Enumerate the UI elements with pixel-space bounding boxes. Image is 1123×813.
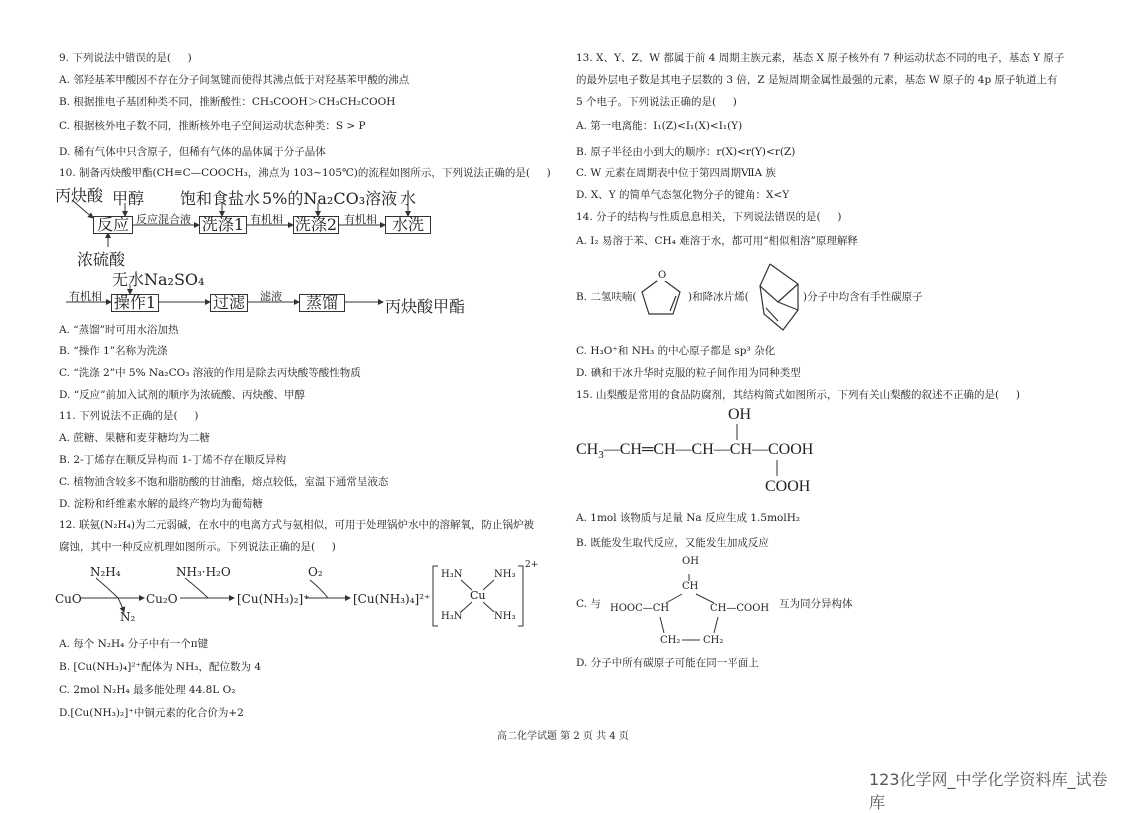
struct-chain-rest: CH—CH—CH—COOH: [653, 441, 814, 458]
label-filtrate: 滤液: [260, 290, 282, 303]
struct-double-bond: ═: [641, 441, 654, 458]
q10-stem: 10. 制备丙炔酸甲酯(CH≡C—COOCH₃，沸点为 103~105℃)的流程如图所示，下列说法正确的是( ): [59, 167, 551, 179]
norbornene-structure: [748, 258, 808, 333]
ring-ch2-left: CH₂: [660, 635, 681, 646]
struct-ch3: CH: [576, 441, 599, 458]
q12-option-d: D.[Cu(NH₃)₂]⁺中铜元素的化合价为+2: [59, 707, 244, 719]
q15-option-b: B. 既能发生取代反应，又能发生加成反应: [576, 537, 769, 549]
q13-option-b: B. 原子半径由小到大的顺序：r(X)<r(Y)<r(Z): [576, 146, 796, 158]
q11-stem: 11. 下列说法不正确的是( ): [59, 410, 199, 422]
q14-stem: 14. 分子的结构与性质息息相关，下列说法错误的是( ): [576, 211, 842, 223]
furan-oxygen: O: [658, 270, 667, 281]
q13-stem-line2: 的最外层电子数是其电子层数的 3 倍，Z 是短周期金属性最强的元素，基态 W 原子的 4p 原子轨道上有: [576, 74, 1058, 86]
species-cu-nh3-4: [Cu(NH₃)₄]²⁺: [353, 592, 431, 606]
reagent-o2: O₂: [308, 565, 323, 579]
label-reaction-mixture: 反应混合液: [136, 213, 191, 226]
ring-hooc-ch: HOOC—CH: [610, 603, 670, 614]
struct-ch-left: —CH: [603, 441, 642, 458]
species-cu2o: Cu₂O: [146, 592, 178, 606]
struct-ch3-subscript: 3: [598, 449, 604, 462]
ring-ch2-right: CH₂: [703, 635, 724, 646]
reagent-ammonia-water: NH₃·H₂O: [176, 565, 231, 579]
step-water-wash: 水洗: [385, 216, 431, 234]
ligand-top-left: H₃N: [441, 569, 463, 580]
q11-option-d: D. 淀粉和纤维素水解的最终产物均为葡萄糖: [59, 498, 263, 510]
step-distill: 蒸馏: [299, 294, 345, 312]
ligand-bottom-left: H₃N: [441, 611, 463, 622]
q11-option-a: A. 蔗糖、果糖和麦芽糖均为二糖: [59, 432, 210, 444]
ligand-bottom-right: NH₃: [494, 611, 516, 622]
q13-stem-line1: 13. X、Y、Z、W 都属于前 4 周期主族元素，基态 X 原子核外有 7 种运动状态不同的电子，基态 Y 原子: [576, 52, 1065, 64]
species-cu-nh3-2: [Cu(NH₃)₂]⁺: [237, 592, 310, 606]
input-na2co3: 5%的Na₂CO₃溶液: [262, 189, 398, 208]
label-organic-phase-1: 有机相: [250, 213, 283, 226]
q11-option-b: B. 2-丁烯存在顺反异构而 1-丁烯不存在顺反异构: [59, 454, 287, 466]
q9-option-b: B. 根据推电子基团种类不同，推断酸性：CH₃COOH＞CH₃CH₂COOH: [59, 96, 396, 108]
step-operation-1: 操作1: [111, 294, 159, 312]
step-react: 反应: [93, 216, 133, 234]
step-wash1: 洗涤1: [199, 216, 247, 234]
q9-stem: 9. 下列说法中错误的是( ): [59, 52, 192, 64]
struct-oh-group: OH: [728, 406, 752, 423]
struct-bond-cooh: [776, 460, 778, 478]
site-watermark: 123化学网_中学化学资料库_试卷库: [869, 770, 1108, 812]
q15-option-c-prefix: C. 与: [576, 598, 601, 610]
q13-option-d: D. X、Y 的简单气态氢化物分子的键角：X<Y: [576, 189, 790, 201]
q11-option-c: C. 植物油含较多不饱和脂肪酸的甘油酯，熔点较低，室温下通常呈液态: [59, 476, 389, 488]
complex-charge: 2+: [525, 560, 539, 570]
input-anhydrous-na2so4: 无水Na₂SO₄: [112, 270, 205, 289]
central-cu: Cu: [470, 589, 486, 602]
q13-option-c: C. W 元素在周期表中位于第四周期ⅦA 族: [576, 167, 776, 179]
q15-option-d: D. 分子中所有碳原子可能在同一平面上: [576, 657, 759, 669]
q10-option-a: A. “蒸馏”时可用水浴加热: [59, 324, 179, 336]
label-organic-phase-2: 有机相: [344, 213, 377, 226]
input-methanol: 甲醇: [112, 189, 145, 208]
q10-option-d: D. “反应”前加入试剂的顺序为浓硫酸、丙炔酸、甲醇: [59, 389, 305, 401]
struct-main-chain: [576, 441, 813, 461]
q9-option-a: A. 邻羟基苯甲酸因不存在分子间氢键而使得其沸点低于对羟基苯甲酸的沸点: [59, 74, 410, 86]
page-footer: 高二化学试题 第 2 页 共 4 页: [497, 731, 629, 742]
q12-option-b: B. [Cu(NH₃)₄]²⁺配体为 NH₃，配位数为 4: [59, 661, 261, 673]
q14-option-b-suffix: )分子中均含有手性碳原子: [803, 291, 923, 303]
q14-option-b-middle: )和降冰片烯(: [688, 291, 749, 303]
q15-option-a: A. 1mol 该物质与足量 Na 反应生成 1.5molH₂: [576, 512, 801, 524]
input-propynoic-acid: 丙炔酸: [55, 186, 104, 205]
q12-option-a: A. 每个 N₂H₄ 分子中有一个π键: [59, 638, 209, 650]
ligand-top-right: NH₃: [494, 569, 516, 580]
q14-option-b-prefix: B. 二氢呋喃(: [576, 291, 637, 303]
byproduct-n2: N₂: [120, 610, 136, 624]
ring-ch-top: CH: [682, 581, 699, 592]
input-water: 水: [400, 189, 417, 208]
q12-option-c: C. 2mol N₂H₄ 最多能处理 44.8L O₂: [59, 684, 236, 696]
q9-option-c: C. 根据核外电子数不同，推断核外电子空间运动状态种类：S > P: [59, 120, 366, 132]
step-filter: 过滤: [210, 294, 248, 312]
product-methyl-propynoate: 丙炔酸甲酯: [385, 297, 466, 316]
q14-option-a: A. I₂ 易溶于苯、CH₄ 难溶于水，都可用“相似相溶”原理解释: [576, 235, 858, 247]
q13-option-a: A. 第一电离能：I₁(Z)<I₁(X)<I₁(Y): [576, 120, 743, 132]
step-wash2: 洗涤2: [294, 215, 338, 234]
reagent-n2h4: N₂H₄: [90, 565, 121, 579]
input-conc-h2so4: 浓硫酸: [77, 250, 126, 269]
ring-oh: OH: [682, 556, 699, 567]
q12-stem-line1: 12. 联氨(N₂H₄)为二元弱碱，在水中的电离方式与氨相似，可用于处理锅炉水中的溶解氧，防止锅炉被: [59, 519, 534, 531]
q10-option-b: B. “操作 1”名称为洗涤: [59, 345, 168, 357]
q10-option-c: C. “洗涤 2”中 5% Na₂CO₃ 溶液的作用是除去丙炔酸等酸性物质: [59, 367, 361, 379]
q14-option-c: C. H₃O⁺和 NH₃ 的中心原子都是 sp³ 杂化: [576, 345, 776, 357]
q15-option-c-suffix: 互为同分异构体: [779, 598, 853, 610]
input-brine: 饱和食盐水: [180, 189, 261, 208]
q12-stem-line2: 腐蚀，其中一种反应机理如图所示。下列说法正确的是( ): [59, 541, 336, 553]
struct-cooh-group: COOH: [765, 478, 811, 495]
ring-ch-cooh: CH—COOH: [710, 603, 770, 614]
species-cuo: CuO: [55, 592, 82, 606]
struct-bond-oh: [736, 424, 738, 442]
q14-option-d: D. 碘和干冰升华时克服的粒子间作用为同种类型: [576, 367, 801, 379]
label-organic-phase-3: 有机相: [69, 290, 102, 303]
q9-option-d: D. 稀有气体中只含原子，但稀有气体的晶体属于分子晶体: [59, 146, 326, 158]
q13-stem-line3: 5 个电子。下列说法正确的是( ): [576, 96, 737, 108]
q15-stem: 15. 山梨酸是常用的食品防腐剂，其结构简式如图所示，下列有关山梨酸的叙述不正确的是( ): [576, 389, 1020, 401]
